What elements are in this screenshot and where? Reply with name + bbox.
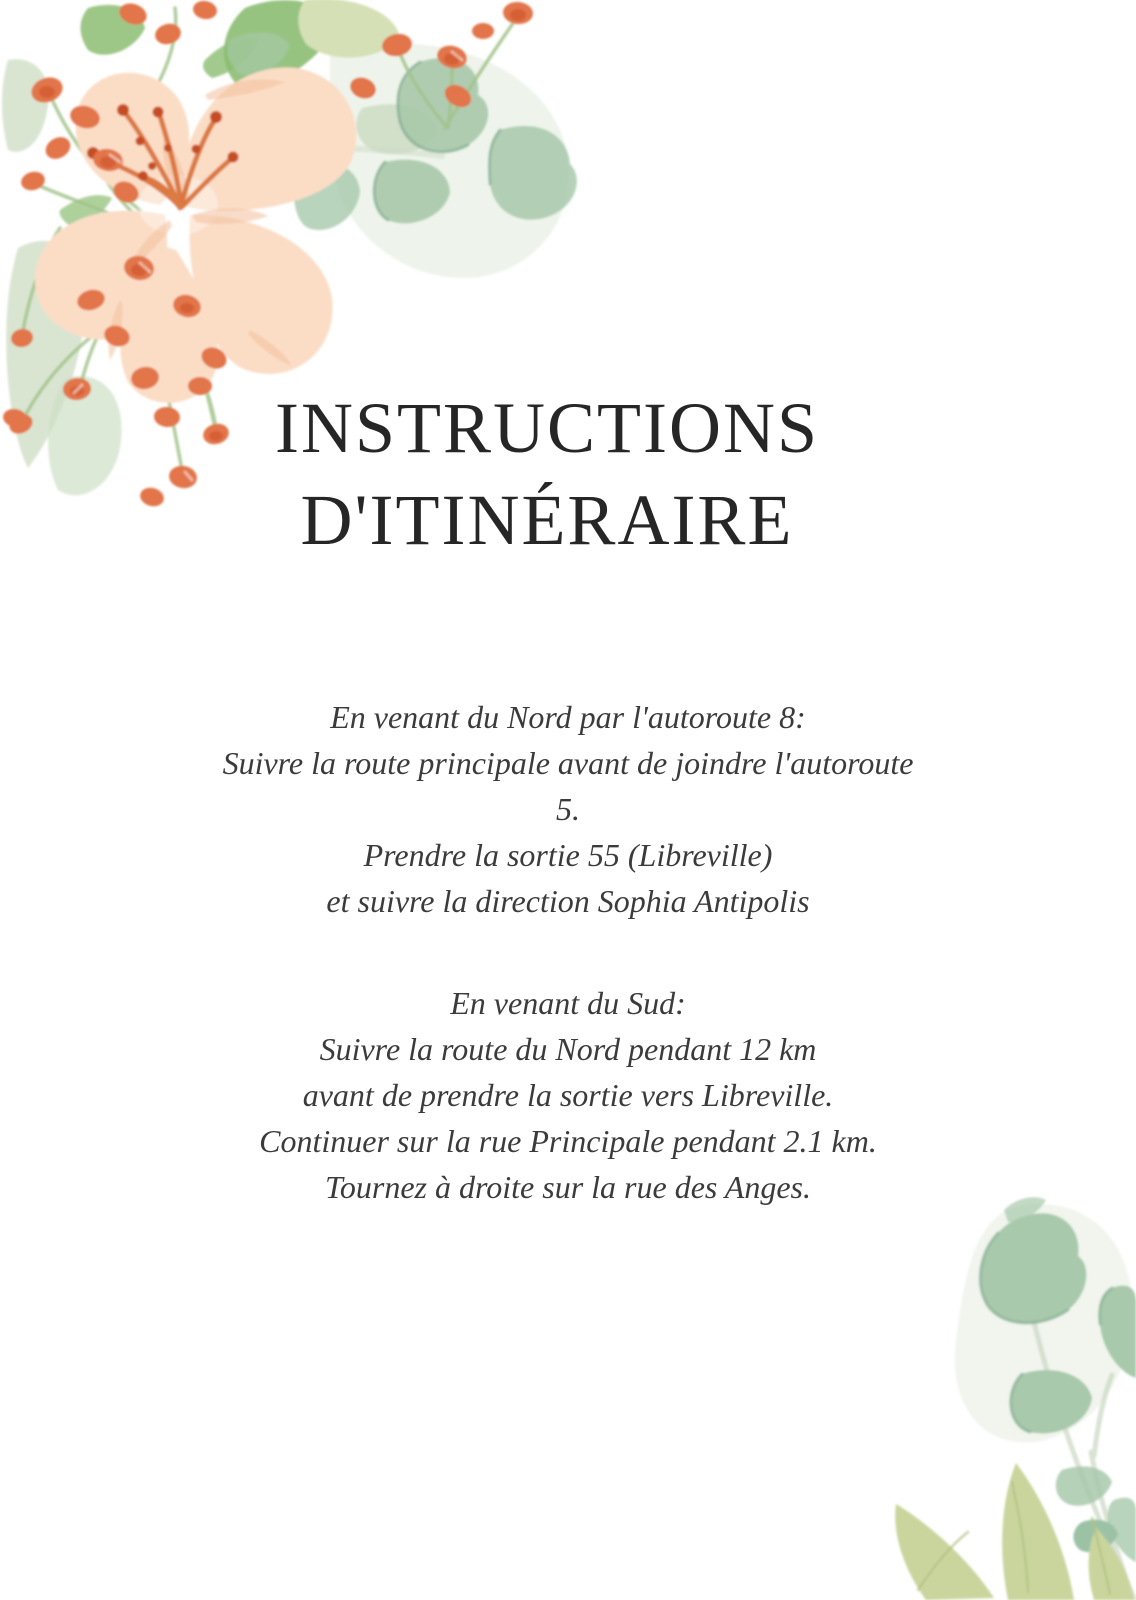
text-line: 5. xyxy=(556,791,580,827)
teal-leaf xyxy=(1073,1520,1118,1553)
text-line: En venant du Sud: xyxy=(450,985,686,1021)
petal-shadows xyxy=(108,79,292,366)
directions-from-north xyxy=(0,694,1136,924)
text-line: Continuer sur la rue Principale pendant 2.1 km. xyxy=(259,1123,877,1159)
sage-leaf-edges xyxy=(980,1233,1112,1432)
olive-leaves xyxy=(895,1463,1134,1600)
olive-leaf-veins xyxy=(918,1482,1110,1594)
pale-stem xyxy=(290,148,442,156)
flower-center-highlight xyxy=(138,175,218,235)
title-line-2: D'ITINÉRAIRE xyxy=(300,480,794,560)
stamen-tips xyxy=(87,104,239,181)
bottom-right-leaves-illustration xyxy=(886,1170,1136,1600)
text-line: En venant du Nord par l'autoroute 8: xyxy=(330,699,806,735)
sage-leaves xyxy=(980,1197,1136,1562)
sage-leaf-edges xyxy=(374,62,500,220)
text-line: et suivre la direction Sophia Antipolis xyxy=(326,883,810,919)
bud-shadows xyxy=(39,9,526,441)
stamens xyxy=(96,114,230,208)
text-line: avant de prendre la sortie vers Libreville. xyxy=(302,1077,834,1113)
directions-from-south xyxy=(0,980,1136,1210)
green-leaves xyxy=(59,0,338,226)
text-line: Suivre la route principale avant de joindre l'autoroute xyxy=(222,745,914,781)
title-line-1: INSTRUCTIONS xyxy=(274,388,820,468)
pale-stems xyxy=(1034,1322,1134,1598)
text-line: Tournez à droite sur la rue des Anges. xyxy=(325,1169,811,1205)
text-line: Prendre la sortie 55 (Libreville) xyxy=(363,837,773,873)
peach-flower-petals xyxy=(35,68,356,403)
text-line: Suivre la route du Nord pendant 12 km xyxy=(319,1031,817,1067)
olive-leaf xyxy=(298,0,400,58)
sage-leaves xyxy=(227,32,577,230)
page-title xyxy=(0,382,1115,566)
directions-text xyxy=(0,694,1136,1210)
pale-leaf-wash xyxy=(955,1204,1133,1442)
